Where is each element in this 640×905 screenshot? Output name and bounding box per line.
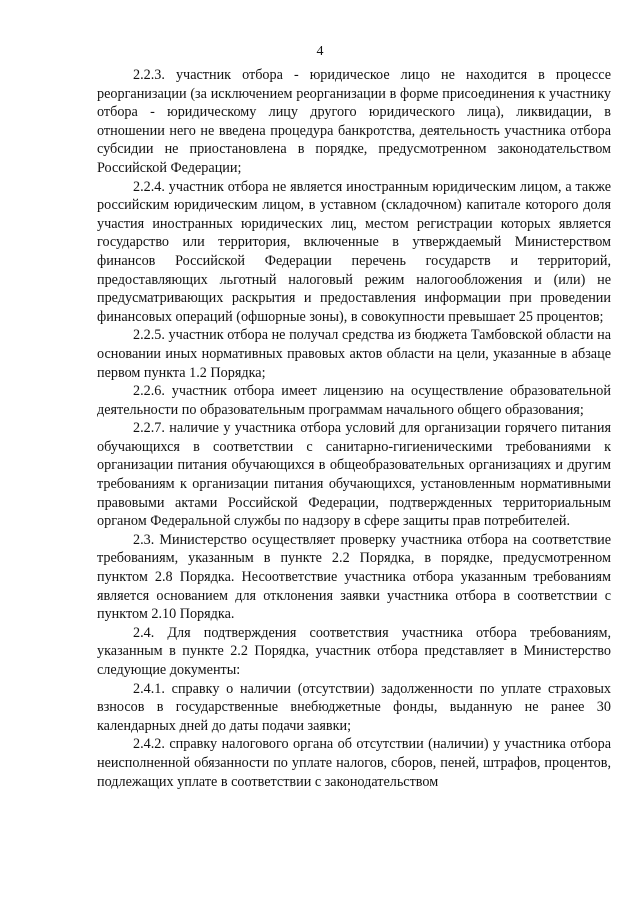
paragraph-2-4-2: 2.4.2. справку налогового органа об отсутствии (наличии) у участника отбора неисполненной обязанности по уплате налогов, сборов, пеней, штрафов, процентов, подлежащих уплате в соответствии с законодательством xyxy=(97,736,611,790)
paragraph-2-2-6: 2.2.6. участник отбора имеет лицензию на осуществление образовательной деятельности по образовательным программам начального общего образования; xyxy=(97,383,611,418)
paragraph-2-3: 2.3. Министерство осуществляет проверку участника отбора на соответствие требованиям, указанным в пункте 2.2 Порядка, в порядке, предусмотренном пунктом 2.8 Порядка. Несоответствие участника отбора указанным требованиям является основанием для отклонения заявки участника отбора в соответствии с пунктом 2.10 Порядка. xyxy=(97,531,611,623)
paragraph-2-4: 2.4. Для подтверждения соответствия участника отбора требованиям, указанным в пункте 2.2 Порядка, участник отбора представляет в Министерство следующие документы: xyxy=(97,624,611,678)
paragraph-2-2-5: 2.2.5. участник отбора не получал средства из бюджета Тамбовской области на основании иных нормативных правовых актов области на цели, указанные в абзаце первом пункта 1.2 Порядка; xyxy=(97,327,611,381)
paragraph-2-2-3: 2.2.3. участник отбора - юридическое лицо не находится в процессе реорганизации (за исключением реорганизации в форме присоединения к участнику отбора - юридическому лицу другого юридического лица), ликвидации, в отношении него не введена процедура банкротства, деятельность участника отбора субсидии не приостановлена в порядке, предусмотренном законодательством Российской Федерации; xyxy=(97,67,611,176)
paragraph-2-4-1: 2.4.1. справку о наличии (отсутствии) задолженности по уплате страховых взносов в государственные внебюджетные фонды, выданную не ранее 30 календарных дней до даты подачи заявки; xyxy=(97,680,611,734)
document-body xyxy=(97,66,611,791)
paragraph-2-2-7: 2.2.7. наличие у участника отбора условий для организации горячего питания обучающихся в соответствии с санитарно-гигиеническими требованиями к организации питания обучающихся в общеобразовательных организациях и другим требованиям к организации питания обучающихся, установленным нормативными правовыми актами Российской Федерации, подтвержденных территориальным органом Федеральной службы по надзору в сфере защиты прав потребителей. xyxy=(97,420,611,530)
page-number: 4 xyxy=(316,44,324,59)
paragraph-2-2-4: 2.2.4. участник отбора не является иностранным юридическим лицом, а также российским юридическим лицом, в уставном (складочном) капитале которого доля участия иностранных юридических лиц, местом регистрации которых является государство или территория, включенные в утверждаемый Министерством финансов Российской Федерации перечень государств и территорий, предоставляющих льготный налоговый режим налогообложения и (или) не предусматривающих раскрытия и предоставления информации при проведении финансовых операций (офшорные зоны), в совокупности превышает 25 процентов; xyxy=(97,178,611,325)
